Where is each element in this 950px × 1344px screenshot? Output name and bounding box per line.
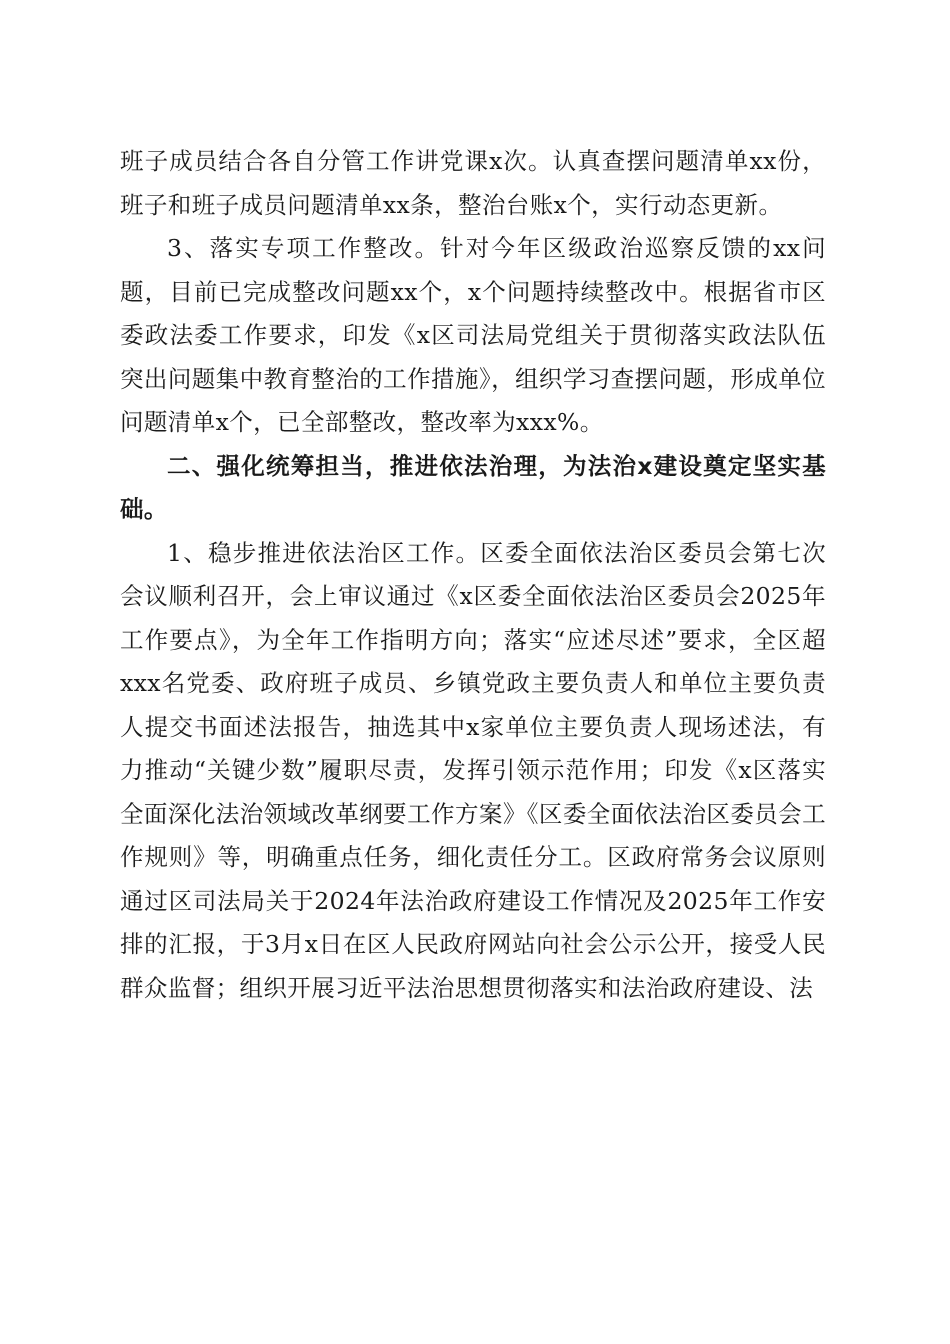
- section-heading-2: 二、强化统筹担当，推进依法治理，为法治x建设奠定坚实基础。: [120, 451, 826, 523]
- paragraph-continued: 班子成员结合各自分管工作讲党课x次。认真查摆问题清单xx份，班子和班子成员问题清单xx条，整治台账x个，实行动态更新。: [120, 147, 826, 219]
- document-body: [120, 140, 826, 1010]
- paragraph-section-3: 3、落实专项工作整改。针对今年区级政治巡察反馈的xx问题，目前已完成整改问题xx个，x个问题持续整改中。根据省市区委政法委工作要求，印发《x区司法局党组关于贯彻落实政法队伍突出问题集中教育整治的工作措施》，组织学习查摆问题，形成单位问题清单x个，已全部整改，整改率为xxx%。: [120, 234, 826, 436]
- paragraph-section-1: 1、稳步推进依法治区工作。区委全面依法治区委员会第七次会议顺利召开，会上审议通过《x区委全面依法治区委员会2025年工作要点》，为全年工作指明方向；落实“应述尽述”要求，全区超xxx名党委、政府班子成员、乡镇党政主要负责人和单位主要负责人提交书面述法报告，抽选其中x家单位主要负责人现场述法，有力推动“关键少数”履职尽责，发挥引领示范作用；印发《x区落实全面深化法治领域改革纲要工作方案》《区委全面依法治区委员会工作规则》等，明确重点任务，细化责任分工。区政府常务会议原则通过区司法局关于2024年法治政府建设工作情况及2025年工作安排的汇报，于3月x日在区人民政府网站向社会公示公开，接受人民群众监督；组织开展习近平法治思想贯彻落实和法治政府建设、法: [120, 538, 826, 1002]
